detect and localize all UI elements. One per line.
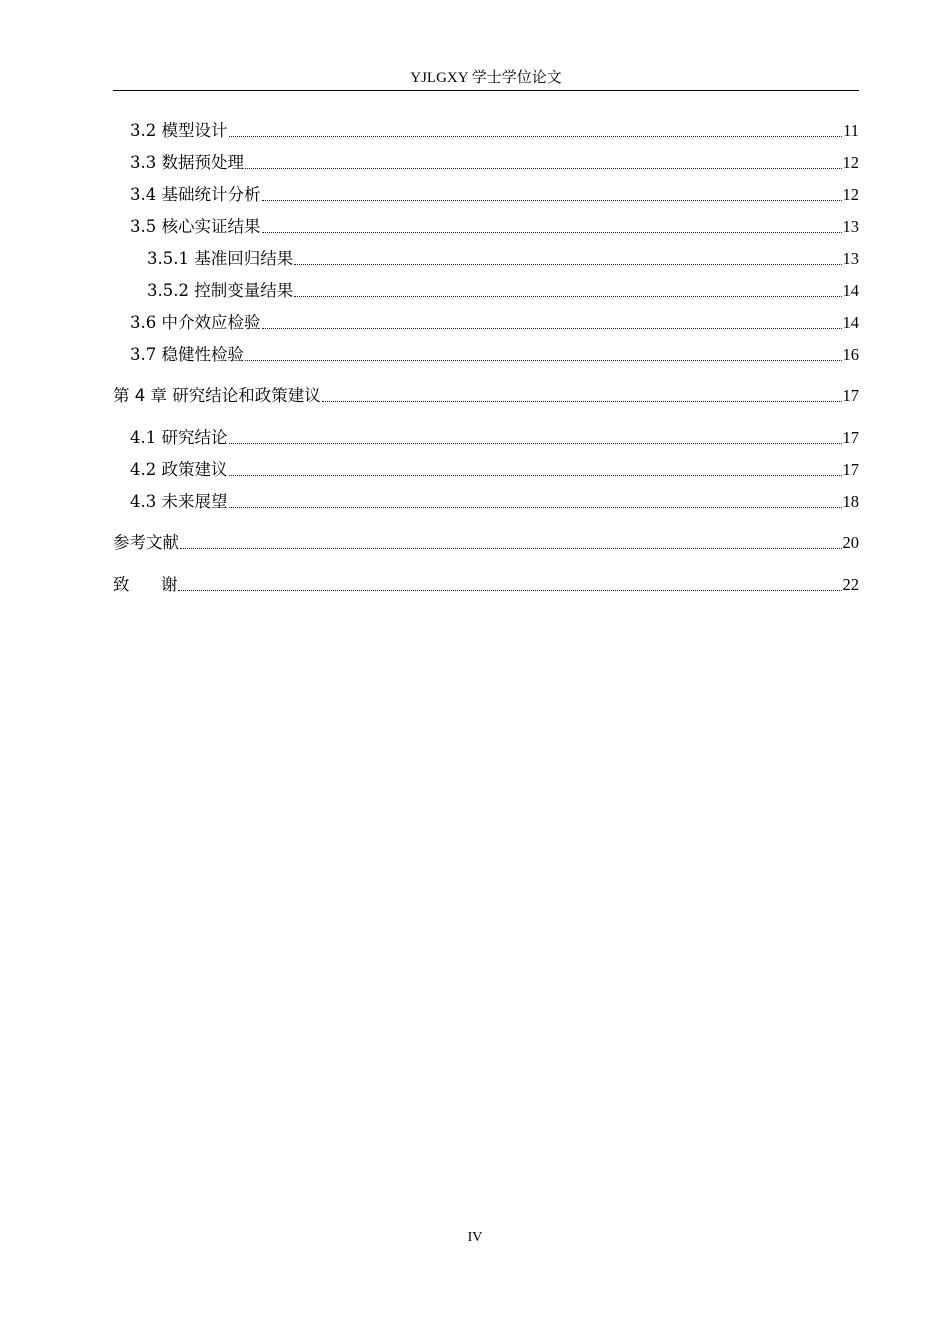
- toc-entry-label: 3.4 基础统计分析: [130, 185, 261, 204]
- toc-entry-page: 12: [842, 185, 859, 204]
- toc-entry-3-2[interactable]: [113, 120, 859, 142]
- toc-entry-label: 3.5 核心实证结果: [130, 217, 261, 236]
- page-header: [113, 66, 859, 91]
- page-footer: [0, 1230, 950, 1246]
- toc-dot-leader: [294, 251, 841, 265]
- toc-entry-label: 3.6 中介效应检验: [130, 313, 261, 332]
- toc-entry-3-3[interactable]: [113, 152, 859, 174]
- toc-entry-page: 16: [842, 345, 859, 364]
- toc-entry-4-2[interactable]: [113, 459, 859, 481]
- toc-entry-references[interactable]: [113, 532, 859, 554]
- toc-dot-leader: [229, 430, 842, 444]
- toc-entry-chapter-4[interactable]: [113, 385, 859, 407]
- toc-entry-label: 3.7 稳健性检验: [130, 345, 244, 364]
- toc-entry-page: 17: [842, 428, 859, 447]
- toc-entry-3-6[interactable]: [113, 312, 859, 334]
- toc-entry-page: 17: [842, 386, 859, 405]
- toc-dot-leader: [322, 388, 842, 402]
- toc-entry-page: 13: [842, 249, 859, 268]
- toc-dot-leader: [178, 577, 841, 591]
- header-title: YJLGXY 学士学位论文: [410, 70, 562, 86]
- toc-entry-label: 4.1 研究结论: [130, 428, 228, 447]
- toc-entry-page: 14: [842, 281, 859, 300]
- toc-entry-label: 3.5.1 基准回归结果: [147, 249, 294, 268]
- toc-dot-leader: [245, 155, 842, 169]
- toc-dot-leader: [262, 219, 842, 233]
- toc-dot-leader: [229, 462, 842, 476]
- toc-dot-leader: [262, 315, 842, 329]
- toc-entry-label: 3.5.2 控制变量结果: [147, 281, 294, 300]
- toc-dot-leader: [294, 283, 841, 297]
- toc-entry-3-4[interactable]: [113, 184, 859, 206]
- toc-entry-label: 3.2 模型设计: [130, 121, 228, 140]
- toc-entry-page: 18: [842, 492, 859, 511]
- toc-entry-label: 4.3 未来展望: [130, 492, 228, 511]
- toc-entry-label: 参考文献: [113, 533, 179, 552]
- toc-entry-label: 第 4 章 研究结论和政策建议: [113, 386, 321, 405]
- toc-entry-acknowledgements[interactable]: [113, 574, 859, 596]
- toc-entry-page: 14: [842, 313, 859, 332]
- toc-entry-label: 3.3 数据预处理: [130, 153, 244, 172]
- toc-dot-leader: [245, 347, 842, 361]
- toc-dot-leader: [229, 123, 843, 137]
- toc-dot-leader: [229, 494, 842, 508]
- toc-entry-page: 22: [842, 575, 859, 594]
- toc-entry-4-1[interactable]: [113, 427, 859, 449]
- toc-entry-page: 13: [842, 217, 859, 236]
- toc-entry-3-5[interactable]: [113, 216, 859, 238]
- page-number: IV: [467, 1230, 483, 1245]
- toc-entry-3-5-1[interactable]: [113, 248, 859, 270]
- toc-entry-page: 12: [842, 153, 859, 172]
- toc-entry-label: 致 谢: [113, 575, 178, 594]
- toc-entry-3-7[interactable]: [113, 344, 859, 366]
- toc-entry-4-3[interactable]: [113, 491, 859, 513]
- toc-entry-page: 20: [842, 533, 859, 552]
- toc-entry-page: 17: [842, 460, 859, 479]
- toc-entry-page: 11: [843, 121, 859, 140]
- toc-dot-leader: [262, 187, 842, 201]
- toc-entry-3-5-2[interactable]: [113, 280, 859, 302]
- toc-dot-leader: [180, 535, 842, 549]
- toc-entry-label: 4.2 政策建议: [130, 460, 228, 479]
